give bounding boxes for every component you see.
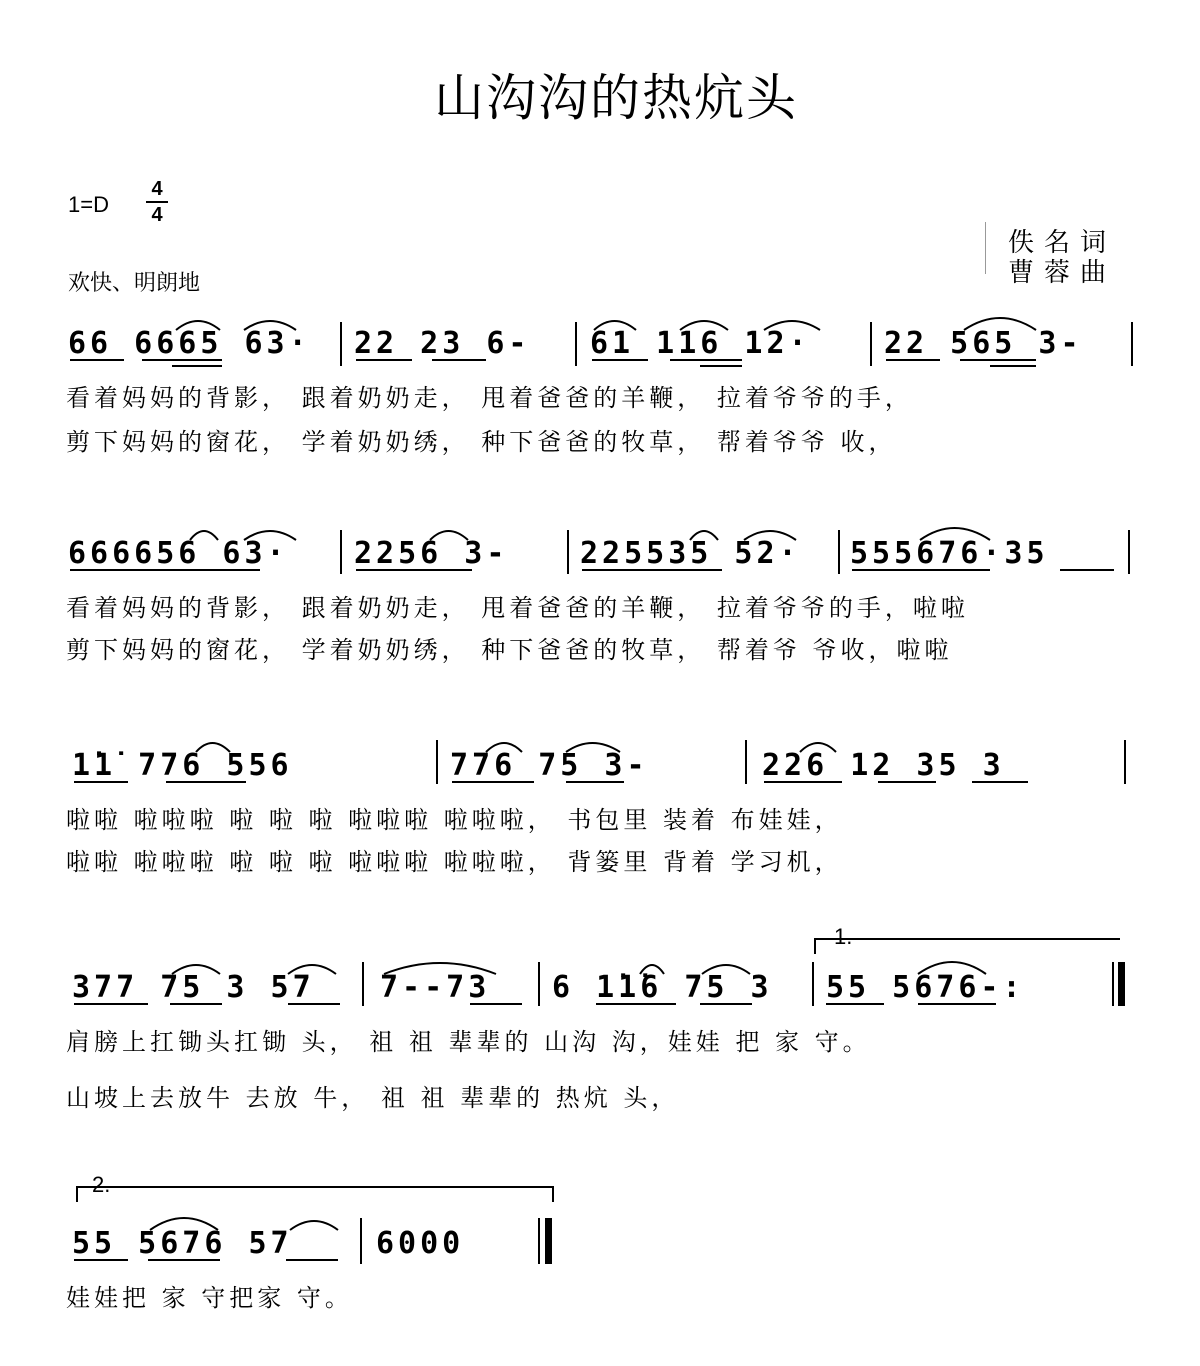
measure-3-3: 226 12 35 3 (762, 748, 1005, 783)
tempo-mark: 欢快、明朗地 (68, 271, 201, 296)
measure-2-2: 2256 3- (354, 536, 509, 571)
slurs (150, 318, 1036, 1230)
key-signature: 1=D (68, 192, 109, 217)
eighth-note-underlines (70, 360, 1114, 1260)
measure-1-2: 22 23 6- (354, 326, 531, 361)
lyric-line-2-verse-1: 看着妈妈的背影， 跟着奶奶走， 甩着爸爸的羊鞭， 拉着爷爷的手，啦啦 (66, 594, 969, 622)
measure-4-1: 377 75 3 57 (72, 970, 315, 1005)
lyric-line-4-verse-1: 肩膀上扛锄头扛锄 头， 祖 祖 辈辈的 山沟 沟，娃娃 把 家 守。 (66, 1028, 871, 1056)
lyric-line-5: 娃娃把 家 守把家 守。 (66, 1284, 353, 1312)
measure-1-1: 66 6665 63· (68, 326, 311, 361)
volta-label-1: 1. (834, 924, 853, 949)
measure-1-4: 22 565 3- (884, 326, 1083, 361)
measure-2-4: 555676·35 (850, 536, 1049, 571)
lyric-line-1-verse-2: 剪下妈妈的窗花， 学着奶奶绣， 种下爸爸的牧草， 帮着爷爷 收， (66, 428, 897, 456)
measure-2-3: 225535 52· (580, 536, 801, 571)
measure-5-2: 6000 (376, 1226, 465, 1261)
lyric-line-2-verse-2: 剪下妈妈的窗花， 学着奶奶绣， 种下爸爸的牧草， 帮着爷 爷收，啦啦 (66, 636, 953, 664)
measure-4-2: 7--73 (380, 970, 491, 1005)
volta-label-2: 2. (92, 1172, 111, 1197)
measure-1-3: 61 116 12· (590, 326, 811, 361)
measure-3-1: 1̇1̇ 776 556 (72, 748, 293, 783)
time-sig-bottom: 4 (151, 204, 163, 226)
lyric-line-3-verse-1: 啦啦 啦啦啦 啦 啦 啦 啦啦啦 啦啦啦， 书包里 装着 布娃娃， (66, 806, 843, 834)
composer-credit: 曹蓉曲 (1008, 258, 1117, 288)
lyric-line-1-verse-1: 看着妈妈的背影， 跟着奶奶走， 甩着爸爸的羊鞭， 拉着爷爷的手， (66, 384, 913, 412)
time-sig-top: 4 (151, 178, 163, 200)
song-title: 山沟沟的热炕头 (434, 69, 798, 127)
measure-4-4: 55 5676-: (826, 970, 1025, 1005)
measure-4-3: 6 1̇1̇6 75 3 (552, 970, 773, 1005)
lyric-line-4-verse-2: 山坡上去放牛 去放 牛， 祖 祖 辈辈的 热炕 头， (66, 1084, 680, 1112)
lyric-line-3-verse-2: 啦啦 啦啦啦 啦 啦 啦 啦啦啦 啦啦啦， 背篓里 背着 学习机， (66, 848, 843, 876)
measure-5-1: 55 5676 57 (72, 1226, 293, 1261)
measure-2-1: 666656 63· (68, 536, 289, 571)
lyricist-credit: 佚名词 (1008, 228, 1117, 258)
measure-3-2: 776 75 3- (450, 748, 649, 783)
